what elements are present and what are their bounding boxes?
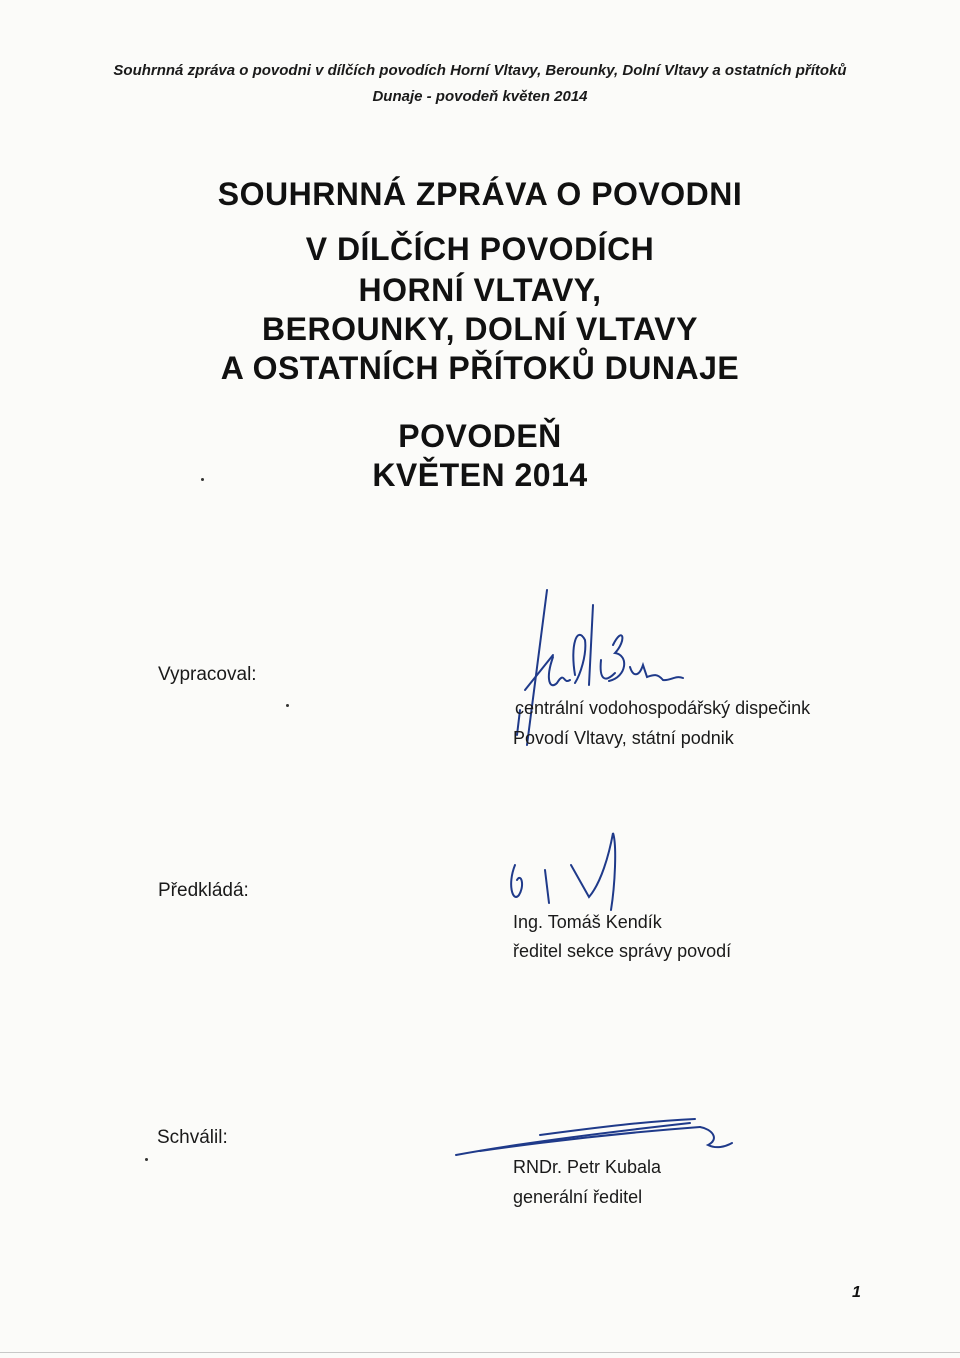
title-line-3: HORNÍ VLTAVY, xyxy=(358,272,602,308)
prepared-label: Vypracoval: xyxy=(158,664,257,685)
submitted-label: Předkládá: xyxy=(158,880,249,901)
submitted-role: ředitel sekce správy povodí xyxy=(513,941,732,961)
submitted-name: Ing. Tomáš Kendík xyxy=(513,912,662,932)
approved-name: RNDr. Petr Kubala xyxy=(513,1157,662,1177)
title-line-7: KVĚTEN 2014 xyxy=(372,457,588,493)
title-line-4: BEROUNKY, DOLNÍ VLTAVY xyxy=(262,311,698,347)
running-header-line2: Dunaje - povodeň květen 2014 xyxy=(372,88,588,105)
approved-label: Schválil: xyxy=(157,1127,228,1148)
title-line-2: V DÍLČÍCH POVODÍCH xyxy=(305,231,655,267)
page-number: 1 xyxy=(852,1284,861,1301)
scan-speck xyxy=(145,1158,148,1161)
scan-speck xyxy=(201,478,204,481)
signature-approved xyxy=(450,1105,735,1160)
prepared-line1: centrální vodohospodářský dispečink xyxy=(515,698,811,718)
approved-role: generální ředitel xyxy=(513,1187,643,1207)
title-line-6: POVODEŇ xyxy=(398,418,562,454)
page-edge-rule xyxy=(0,1352,960,1353)
scan-speck xyxy=(286,704,289,707)
title-line-1: SOUHRNNÁ ZPRÁVA O POVODNI xyxy=(217,176,743,212)
title-line-5: A OSTATNÍCH PŘÍTOKŮ DUNAJE xyxy=(220,350,740,386)
prepared-line2: Povodí Vltavy, státní podnik xyxy=(513,728,734,748)
signature-submitted xyxy=(505,825,655,925)
running-header-line1: Souhrnná zpráva o povodni v dílčích povodích Horní Vltavy, Berounky, Dolní Vltavy a ostatních přítoků xyxy=(113,62,847,79)
